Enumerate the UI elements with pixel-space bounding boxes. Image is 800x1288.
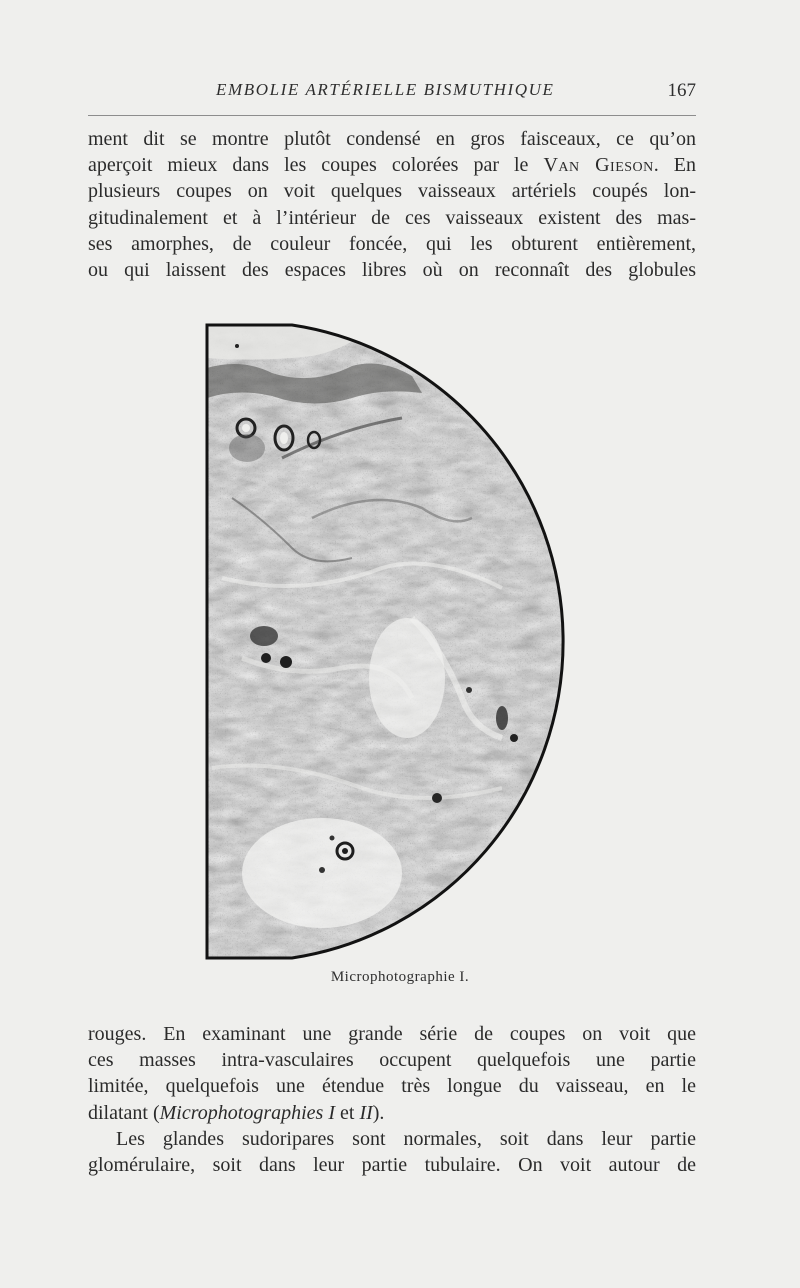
microphotograph-image (202, 318, 580, 964)
text-line: ou qui laissent des espaces libres où on reconnaît des globules (88, 259, 696, 282)
page-number: 167 (667, 80, 696, 101)
text-line: aperçoit mieux dans les coupes colorées par le Van Gieson. En (88, 154, 697, 177)
author-name: Van Gieson (543, 154, 654, 177)
header-rule (88, 115, 696, 116)
text-line: rouges. En examinant une grande série de coupes on voit que (88, 1023, 696, 1045)
running-head (88, 78, 700, 108)
text-line: gitudinalement et à l’intérieur de ces vaisseaux existent des mas- (88, 206, 696, 229)
text-line: Les glandes sudoripares sont normales, soit dans leur partie (116, 1127, 696, 1150)
text-line: dilatant (Microphotographies I et II). (88, 1101, 385, 1124)
paragraph-bottom (88, 1021, 696, 1178)
microphotograph-figure (202, 318, 580, 964)
paragraph-top (88, 126, 696, 283)
figure-caption: Microphotographie I. (330, 969, 470, 985)
text-line: ces masses intra-vasculaires occupent quelquefois une partie (88, 1049, 696, 1072)
text-line: plusieurs coupes on voit quelques vaisseaux artériels coupés lon- (88, 180, 696, 203)
text-line: ses amorphes, de couleur foncée, qui les obturent entièrement, (88, 232, 696, 255)
text-line: limitée, quelquefois une étendue très longue du vaisseau, en le (88, 1075, 696, 1098)
text-line: ment dit se montre plutôt condensé en gros faisceaux, ce qu’on (88, 128, 696, 150)
figure-reference: II (359, 1101, 373, 1124)
figure-reference: Microphotographies I (159, 1101, 335, 1124)
running-title: EMBOLIE ARTÉRIELLE BISMUTHIQUE (216, 80, 555, 99)
text-line: glomérulaire, soit dans leur partie tubulaire. On voit autour de (88, 1154, 696, 1177)
